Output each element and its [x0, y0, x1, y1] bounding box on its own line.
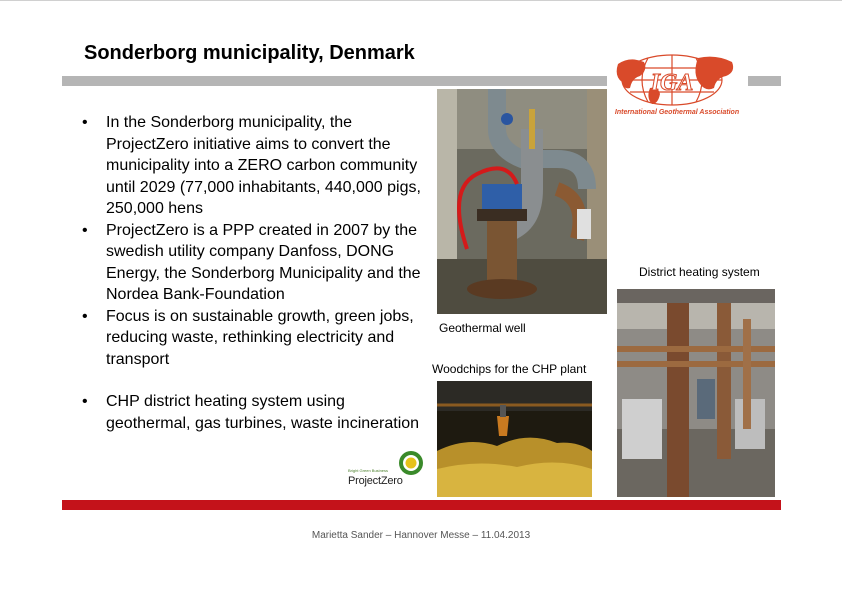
bullet-text: In the Sonderborg municipality, the ProjectZero initiative aims to convert the municipality into a ZERO carbon community until 2029 (77,000 inhabitants, 440,000 pigs, 250,000 hens — [106, 114, 421, 217]
top-border — [0, 0, 842, 1]
woodchips-photo — [437, 381, 592, 497]
projectzero-circle-icon — [398, 450, 424, 476]
projectzero-logo — [348, 448, 428, 493]
iga-logo-name: International Geothermal Association — [614, 109, 740, 116]
bullet-item — [82, 306, 432, 371]
caption-district-heating: District heating system — [639, 265, 760, 279]
bullet-item — [82, 391, 432, 434]
title-underline-bar-left — [62, 76, 607, 86]
bullet-text: CHP district heating system using geothermal, gas turbines, waste incineration — [106, 393, 420, 432]
footer-text: Marietta Sander – Hannover Messe – 11.04.2013 — [311, 530, 531, 541]
bullet-glyph: • — [82, 393, 88, 410]
bullet-text: Focus is on sustainable growth, green jobs, reducing waste, rethinking electricity and transport — [106, 307, 414, 368]
bullet-list — [82, 112, 432, 434]
footer-accent-bar — [62, 500, 781, 510]
bullet-glyph: • — [82, 221, 88, 239]
iga-logo-abbrev: IGA — [650, 70, 694, 96]
projectzero-name: ProjectZero — [348, 475, 403, 487]
bullet-item — [82, 112, 432, 220]
projectzero-tagline: Bright Green Business — [348, 468, 389, 473]
bullet-glyph: • — [82, 307, 88, 325]
caption-woodchips: Woodchips for the CHP plant — [432, 362, 587, 376]
bullet-text: ProjectZero is a PPP created in 2007 by the swedish utility company Danfoss, DONG Energy, the Sonderborg Municipality and the Nordea Bank-Foundation — [106, 221, 421, 303]
slide-title: Sonderborg municipality, Denmark — [84, 42, 415, 64]
district-heating-photo — [617, 289, 775, 497]
iga-logo — [606, 50, 748, 120]
bullet-item — [82, 220, 432, 306]
bullet-glyph: • — [82, 114, 88, 131]
caption-geothermal-well: Geothermal well — [439, 321, 526, 335]
geothermal-well-photo — [437, 89, 607, 314]
title-underline-bar-right — [748, 76, 781, 86]
